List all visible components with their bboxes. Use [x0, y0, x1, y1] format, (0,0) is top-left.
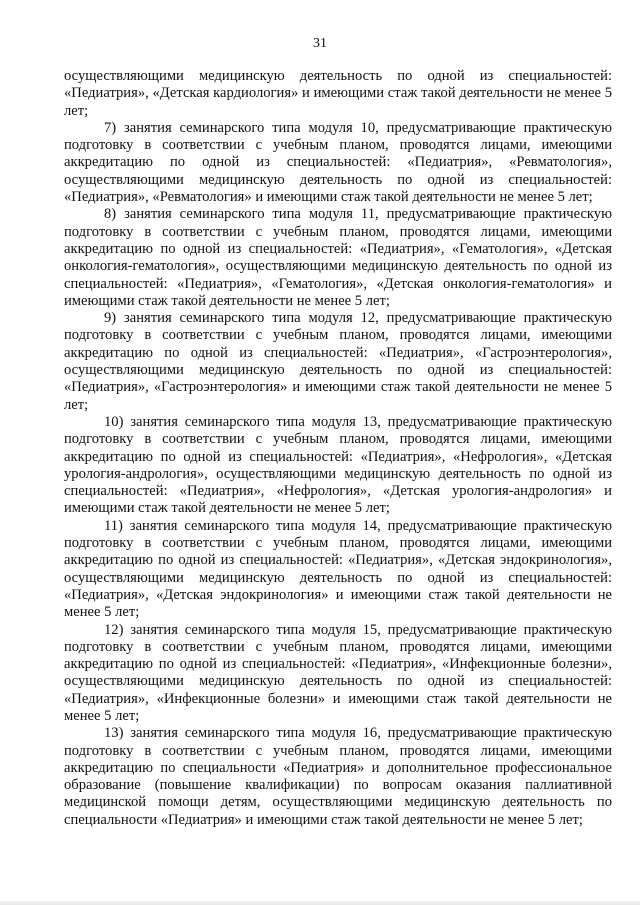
paragraph-item-9: 9) занятия семинарского типа модуля 12, предусматривающие практическую подготовку в соответствии с учебным планом, проводятся лицами, имеющими аккредитацию по одной из специальностей: «Педиатрия», «Гастроэнтерология», осуществляющими медицинскую деятельность по одной из специальностей: «Педиатрия», «Гастроэнтерология» и имеющими стаж такой деятельности не менее 5 лет;	[64, 310, 612, 413]
paragraph-item-11: 11) занятия семинарского типа модуля 14, предусматривающие практическую подготовку в соответствии с учебным планом, проводятся лицами, имеющими аккредитацию по одной из специальностей: «Педиатрия», «Детская эндокринология», осуществляющими медицинскую деятельность по одной из специальностей: «Педиатрия», «Детская эндокринология» и имеющими стаж такой деятельности не менее 5 лет;	[64, 517, 612, 621]
page-number: 31	[313, 36, 327, 51]
paragraph-item-12: 12) занятия семинарского типа модуля 15, предусматривающие практическую подготовку в соответствии с учебным планом, проводятся лицами, имеющими аккредитацию по одной из специальностей: «Педиатрия», «Инфекционные болезни», осуществляющими медицинскую деятельность по одной из специальностей: «Педиатрия», «Инфекционные болезни» и имеющими стаж такой деятельности не менее 5 лет;	[64, 621, 612, 724]
paragraph-continuation: осуществляющими медицинскую деятельность по одной из специальностей: «Педиатрия», «Детская кардиология» и имеющими стаж такой деятельности не менее 5 лет;	[64, 68, 612, 119]
paragraph-item-10: 10) занятия семинарского типа модуля 13, предусматривающие практическую подготовку в соответствии с учебным планом, проводятся лицами, имеющими аккредитацию по одной из специальностей: «Педиатрия», «Нефрология», «Детская урология-андрология», осуществляющими медицинскую деятельность по одной из специальностей: «Педиатрия», «Нефрология», «Детская урология-андрология» и имеющими стаж такой деятельности не менее 5 лет;	[64, 413, 612, 517]
paragraph-item-13: 13) занятия семинарского типа модуля 16, предусматривающие практическую подготовку в соответствии с учебным планом, проводятся лицами, имеющими аккредитацию по специальности «Педиатрия» и дополнительное профессиональное образование (повышение квалификации) по вопросам оказания паллиативной медицинской помощи детям, осуществляющими медицинскую деятельность по специальности «Педиатрия» и имеющими стаж такой деятельности не менее 5 лет;	[64, 725, 612, 828]
document-body	[64, 68, 612, 829]
paragraph-item-7: 7) занятия семинарского типа модуля 10, предусматривающие практическую подготовку в соответствии с учебным планом, проводятся лицами, имеющими аккредитацию по одной из специальностей: «Педиатрия», «Ревматология», осуществляющими медицинскую деятельность по одной из специальностей: «Педиатрия», «Ревматология» и имеющими стаж такой деятельности не менее 5 лет;	[64, 119, 612, 206]
paragraph-item-8: 8) занятия семинарского типа модуля 11, предусматривающие практическую подготовку в соответствии с учебным планом, проводятся лицами, имеющими аккредитацию по одной из специальностей: «Педиатрия», «Гематология», «Детская онкология-гематология», осуществляющими медицинскую деятельность по одной из специальностей: «Педиатрия», «Гематология», «Детская онкология-гематология» и имеющими стаж такой деятельности не менее 5 лет;	[64, 206, 612, 309]
scan-bottom-edge	[0, 901, 640, 905]
